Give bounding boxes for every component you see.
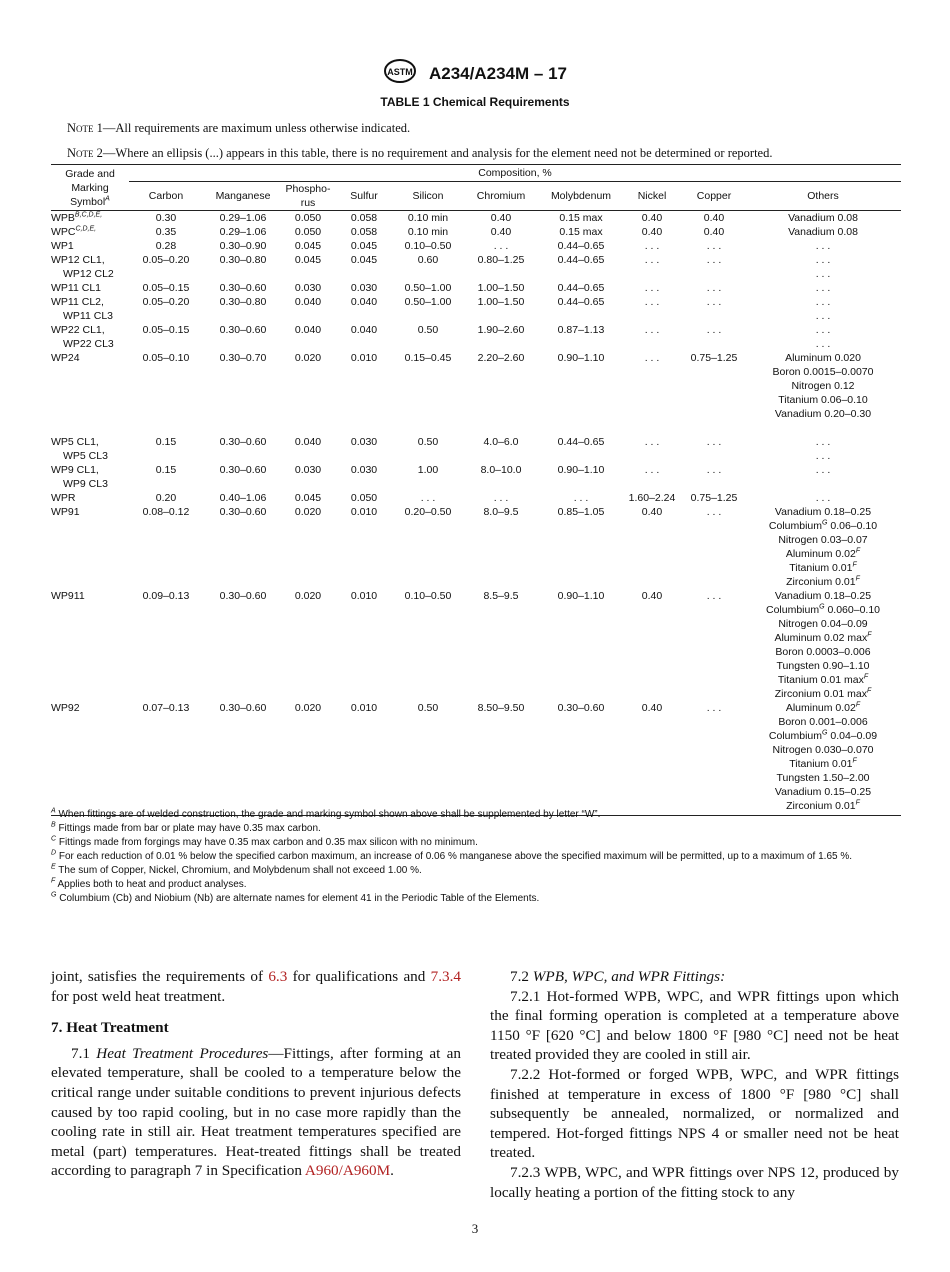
footnote: $^E$ The sum of Copper, Nickel, Chromium, and Molybdenum shall not exceed 1.00 %. <box>51 863 422 876</box>
value-cell: 0.50–1.00 <box>404 282 452 294</box>
others-cell: Vanadium 0.08 <box>788 212 858 224</box>
others-cell: Aluminum 0.020 Boron 0.0015–0.0070 Nitrogen 0.12 Titanium 0.06–0.10 Vanadium 0.20–0.30 <box>772 352 874 420</box>
value-cell: 0.29–1.06 <box>219 212 267 224</box>
value-cell: 0.15 max <box>559 212 603 224</box>
value-cell: 0.75–1.25 <box>690 492 738 504</box>
value-cell: 0.90–1.10 <box>557 464 605 476</box>
value-cell: 0.28 <box>155 240 177 252</box>
value-cell: 0.040 <box>350 296 378 308</box>
footnote: $^B$ Fittings made from bar or plate may have 0.35 max carbon. <box>51 821 321 834</box>
table-row <box>51 491 901 505</box>
value-cell: . . . <box>573 492 589 504</box>
table-footnotes <box>51 808 901 906</box>
value-cell: 0.87–1.13 <box>557 324 605 336</box>
value-cell: . . . <box>706 436 722 448</box>
value-cell: 0.40 <box>490 212 512 224</box>
grade-cell: WP5 CL1, WP5 CL3 <box>51 436 108 462</box>
table-row <box>51 211 901 226</box>
column-header: Chromium <box>461 182 541 211</box>
column-header: Molybdenum <box>541 182 621 211</box>
value-cell: 0.030 <box>350 436 378 448</box>
continuation-paragraph: joint, satisfies the requirements of 6.3 for qualifications and 7.3.4 for post weld heat treatment. <box>51 968 461 1005</box>
value-cell: 0.030 <box>350 464 378 476</box>
table-row <box>51 589 901 701</box>
value-cell: 0.44–0.65 <box>557 436 605 448</box>
column-header: Silicon <box>395 182 461 211</box>
value-cell: 2.20–2.60 <box>477 352 525 364</box>
grade-cell: WP12 CL1, WP12 CL2 <box>51 254 114 280</box>
left-column <box>51 967 461 1181</box>
value-cell: 0.05–0.10 <box>142 352 190 364</box>
table-row <box>51 323 901 351</box>
paragraph-7-2-2: 7.2.2 Hot-formed or forged WPB, WPC, and WPR fittings finished at temperature in excess of 1800 °F [980 °C] shall subsequently be annealed, normalized, or normalized and tempered. Hot-forged fittings NPS 4 or smaller need not be heat treated. <box>490 1065 899 1162</box>
value-cell: 0.90–1.10 <box>557 590 605 602</box>
value-cell: 0.40 <box>641 226 663 238</box>
column-header: Others <box>745 182 901 211</box>
value-cell: 0.44–0.65 <box>557 254 605 266</box>
value-cell: 0.08–0.12 <box>142 506 190 518</box>
value-cell: 0.15–0.45 <box>404 352 452 364</box>
value-cell: 1.90–2.60 <box>477 324 525 336</box>
grade-cell: $WPC^{C,D,E,}$ <box>51 225 97 238</box>
table-note-1: Note 1—All requirements are maximum unless otherwise indicated. <box>67 121 411 135</box>
value-cell: 1.60–2.24 <box>628 492 676 504</box>
table-row <box>51 239 901 253</box>
value-cell: 0.058 <box>350 212 378 224</box>
value-cell: . . . <box>644 240 660 252</box>
value-cell: 0.40 <box>641 212 663 224</box>
column-header: Sulfur <box>333 182 395 211</box>
value-cell: 0.10–0.50 <box>404 590 452 602</box>
right-column <box>490 967 899 1202</box>
value-cell: 0.40 <box>641 506 663 518</box>
astm-logo-icon <box>383 58 417 89</box>
value-cell: . . . <box>706 282 722 294</box>
grade-header: Grade and Marking Symbol$^A$ <box>51 165 129 211</box>
value-cell: 0.35 <box>155 226 177 238</box>
value-cell: . . . <box>420 492 436 504</box>
value-cell: 0.010 <box>350 352 378 364</box>
others-cell: . . . <box>815 240 831 252</box>
value-cell: 0.040 <box>294 324 322 336</box>
footnote: $^C$ Fittings made from forgings may have 0.35 max carbon and 0.35 max silicon with no minimum. <box>51 835 478 848</box>
value-cell: . . . <box>706 240 722 252</box>
value-cell: . . . <box>644 464 660 476</box>
value-cell: 0.040 <box>350 324 378 336</box>
value-cell: 0.30–0.60 <box>219 436 267 448</box>
value-cell: . . . <box>644 254 660 266</box>
value-cell: 0.30–0.60 <box>203 701 283 816</box>
value-cell: 0.15 <box>155 436 177 448</box>
table-row <box>51 295 901 323</box>
value-cell: 0.20 <box>155 492 177 504</box>
value-cell: 0.30–0.60 <box>219 506 267 518</box>
table-row <box>51 253 901 281</box>
grade-cell: $WPB^{B,C,D,E,}$ <box>51 211 103 224</box>
value-cell: . . . <box>493 240 509 252</box>
value-cell: 0.50 <box>395 701 461 816</box>
value-cell: . . . <box>644 324 660 336</box>
footnote: $^F$ Applies both to heat and product analyses. <box>51 877 247 890</box>
value-cell: 0.30–0.70 <box>219 352 267 364</box>
value-cell: 0.85–1.05 <box>557 506 605 518</box>
column-header: Nickel <box>621 182 683 211</box>
value-cell: 4.0–6.0 <box>483 436 519 448</box>
value-cell: 0.05–0.15 <box>142 324 190 336</box>
value-cell: 0.30–0.60 <box>219 282 267 294</box>
value-cell: 0.10 min <box>407 226 449 238</box>
value-cell: 8.0–9.5 <box>483 506 519 518</box>
value-cell: 0.44–0.65 <box>557 296 605 308</box>
others-cell: . . . <box>815 282 831 294</box>
grade-cell: WP92 <box>51 701 129 816</box>
value-cell: 1.00 <box>417 464 439 476</box>
value-cell: 1.00–1.50 <box>477 282 525 294</box>
standard-designation: A234/A234M – 17 <box>429 63 567 83</box>
link-6-3[interactable]: 6.3 <box>268 968 288 985</box>
value-cell: 0.050 <box>350 492 378 504</box>
chemical-requirements-table <box>51 164 901 816</box>
value-cell: 0.058 <box>350 226 378 238</box>
value-cell: 0.010 <box>350 506 378 518</box>
value-cell: 0.10 min <box>407 212 449 224</box>
value-cell: 0.30–0.60 <box>219 464 267 476</box>
grade-cell: WP11 CL2, WP11 CL3 <box>51 296 113 322</box>
value-cell: 0.30–0.80 <box>219 254 267 266</box>
value-cell: 0.50–1.00 <box>404 296 452 308</box>
value-cell: 0.15 <box>155 464 177 476</box>
table-row <box>51 225 901 239</box>
value-cell: 0.045 <box>294 492 322 504</box>
others-cell: . . . . . . <box>815 254 831 280</box>
value-cell: 0.15 max <box>559 226 603 238</box>
value-cell: . . . <box>706 324 722 336</box>
page-number: 3 <box>471 1221 479 1236</box>
value-cell: . . . <box>493 492 509 504</box>
value-cell: 0.30 <box>155 212 177 224</box>
footnote: $^G$ Columbium (Cb) and Niobium (Nb) are alternate names for element 41 in the Periodic Table of the Elements. <box>51 891 540 904</box>
value-cell: 0.020 <box>283 701 333 816</box>
grade-cell: WP9 CL1, WP9 CL3 <box>51 464 108 490</box>
value-cell: 0.050 <box>294 212 322 224</box>
value-cell: . . . <box>683 701 745 816</box>
value-cell: 1.00–1.50 <box>477 296 525 308</box>
value-cell: . . . <box>706 464 722 476</box>
value-cell: 0.29–1.06 <box>219 226 267 238</box>
grade-cell: WP91 <box>51 506 80 518</box>
value-cell: 0.30–0.60 <box>219 590 267 602</box>
others-cell: . . . <box>815 464 831 476</box>
value-cell: 0.05–0.15 <box>142 282 190 294</box>
value-cell: 8.0–10.0 <box>480 464 522 476</box>
link-7-3-4[interactable]: 7.3.4 <box>430 968 461 985</box>
others-cell: . . . <box>815 492 831 504</box>
value-cell: . . . <box>644 282 660 294</box>
composition-header: Composition, % <box>129 165 901 182</box>
value-cell: . . . <box>706 506 722 518</box>
grade-cell: WP11 CL1 <box>51 282 101 294</box>
footnote: $^A$ When fittings are of welded construction, the grade and marking symbol shown above shall be supplemented by letter “W”. <box>51 807 601 820</box>
value-cell: 0.44–0.65 <box>557 282 605 294</box>
link-a960[interactable]: A960/A960M <box>304 1162 391 1180</box>
value-cell: 0.050 <box>294 226 322 238</box>
value-cell: 0.50 <box>417 436 439 448</box>
value-cell: 0.07–0.13 <box>129 701 203 816</box>
value-cell: 0.05–0.20 <box>142 296 190 308</box>
value-cell: 0.40–1.06 <box>219 492 267 504</box>
value-cell: 0.020 <box>294 590 322 602</box>
table-note-2: Note 2—Where an ellipsis (...) appears in this table, there is no requirement and analysis for the element need not be determined or reported. <box>67 146 773 160</box>
table-row <box>51 463 901 491</box>
value-cell: 0.30–0.80 <box>219 296 267 308</box>
value-cell: 0.80–1.25 <box>477 254 525 266</box>
grade-cell: WP911 <box>51 590 85 602</box>
value-cell: 0.09–0.13 <box>142 590 190 602</box>
value-cell: 0.30–0.90 <box>219 240 267 252</box>
column-header: Copper <box>683 182 745 211</box>
value-cell: 0.40 <box>703 212 725 224</box>
table-caption: TABLE 1 Chemical Requirements <box>380 95 570 109</box>
value-cell: 0.030 <box>294 282 322 294</box>
others-cell: Aluminum $0.02^F$ Boron 0.001–0.006 Columbium$^G$ 0.04–0.09 Nitrogen 0.030–0.070 Titanium $0.01^F$ Tungsten 1.50–2.00 Vanadium 0.15–0.25 Zirconium $0.01^F$ <box>745 701 901 816</box>
value-cell: 0.020 <box>294 352 322 364</box>
table-row <box>51 435 901 463</box>
value-cell: 0.045 <box>350 254 378 266</box>
value-cell: 0.10–0.50 <box>404 240 452 252</box>
others-cell: Vanadium 0.18–0.25 Columbium$^G$ 0.060–0.10 Nitrogen 0.04–0.09 Aluminum 0.02 $\max^F$ Boron 0.0003–0.006 Tungsten 0.90–1.10 Titanium 0.01 $\max^F$ Zirconium 0.01 $\max^F$ <box>765 590 881 700</box>
grade-cell: WPR <box>51 492 76 504</box>
footnote: $^D$ For each reduction of 0.01 % below the specified carbon maximum, an increase of 0.06 % manganese above the specified maximum will be permitted, up to a maximum of 1.65 %. <box>51 849 853 862</box>
value-cell: 0.010 <box>333 701 395 816</box>
paragraph-7-2-1: 7.2.1 Hot-formed WPB, WPC, and WPR fittings upon which the final forming operation is completed at a temperature above 1150 °F [620 °C] and below 1800 °F [980 °C] need not be heat treated provided they are cooled in still air. <box>490 987 899 1064</box>
grade-cell: WP24 <box>51 352 80 364</box>
value-cell: 0.040 <box>294 296 322 308</box>
value-cell: 0.020 <box>294 506 322 518</box>
column-header: Phospho- rus <box>283 182 333 211</box>
others-cell: . . . . . . <box>815 436 831 462</box>
value-cell: 0.045 <box>294 240 322 252</box>
value-cell: 0.60 <box>417 254 439 266</box>
value-cell: 0.045 <box>294 254 322 266</box>
value-cell: . . . <box>644 296 660 308</box>
value-cell: 0.44–0.65 <box>557 240 605 252</box>
value-cell: 0.30–0.60 <box>219 324 267 336</box>
value-cell: 0.40 <box>641 590 663 602</box>
grade-cell: WP22 CL1, WP22 CL3 <box>51 324 114 350</box>
paragraph-7-1: 7.1 Heat Treatment Procedures—Fittings, after forming at an elevated temperature, shall be cooled to a temperature below the critical range under suitable conditions to prevent injurious defects caused by too rapid cooling, but in no case more rapidly than the cooling rate in still air. Heat treatment temperatures specified are metal (part) temperatures. Heat-treated fittings shall be treated according to paragraph 7 in Specification A960/A960M. <box>51 1044 462 1180</box>
value-cell: 0.040 <box>294 436 322 448</box>
value-cell: . . . <box>706 296 722 308</box>
value-cell: 0.75–1.25 <box>690 352 738 364</box>
value-cell: 0.30–0.60 <box>541 701 621 816</box>
paragraph-7-2: 7.2 WPB, WPC, and WPR Fittings: <box>510 968 726 985</box>
section-heading-heat-treatment: 7. Heat Treatment <box>51 1019 169 1037</box>
value-cell: . . . <box>644 436 660 448</box>
value-cell: 0.030 <box>294 464 322 476</box>
value-cell: 0.40 <box>621 701 683 816</box>
value-cell: . . . <box>706 590 722 602</box>
value-cell: 0.90–1.10 <box>557 352 605 364</box>
value-cell: 0.50 <box>417 324 439 336</box>
table-row <box>51 701 901 816</box>
value-cell: 0.40 <box>703 226 725 238</box>
column-header: Carbon <box>129 182 203 211</box>
value-cell: 0.40 <box>490 226 512 238</box>
others-cell: . . . . . . <box>815 324 831 350</box>
value-cell: 8.5–9.5 <box>483 590 519 602</box>
page-header <box>0 58 950 89</box>
others-cell: . . . . . . <box>815 296 831 322</box>
value-cell: 0.20–0.50 <box>404 506 452 518</box>
value-cell: 0.045 <box>350 240 378 252</box>
value-cell: . . . <box>644 352 660 364</box>
table-row <box>51 505 901 589</box>
value-cell: 8.50–9.50 <box>461 701 541 816</box>
column-header: Manganese <box>203 182 283 211</box>
table-row <box>51 351 901 435</box>
value-cell: . . . <box>706 254 722 266</box>
others-cell: Vanadium 0.18–0.25 Columbium$^G$ 0.06–0.10 Nitrogen 0.03–0.07 Aluminum $0.02^F$ Titanium $0.01^F$ Zirconium $0.01^F$ <box>768 506 878 588</box>
others-cell: Vanadium 0.08 <box>788 226 858 238</box>
svg-text:ASTM: ASTM <box>387 67 413 77</box>
paragraph-7-2-3: 7.2.3 WPB, WPC, and WPR fittings over NPS 12, produced by locally heating a portion of the fitting stock to any <box>490 1163 899 1201</box>
table-row <box>51 281 901 295</box>
value-cell: 0.030 <box>350 282 378 294</box>
value-cell: 0.010 <box>350 590 378 602</box>
grade-cell: WP1 <box>51 240 74 252</box>
value-cell: 0.05–0.20 <box>142 254 190 266</box>
